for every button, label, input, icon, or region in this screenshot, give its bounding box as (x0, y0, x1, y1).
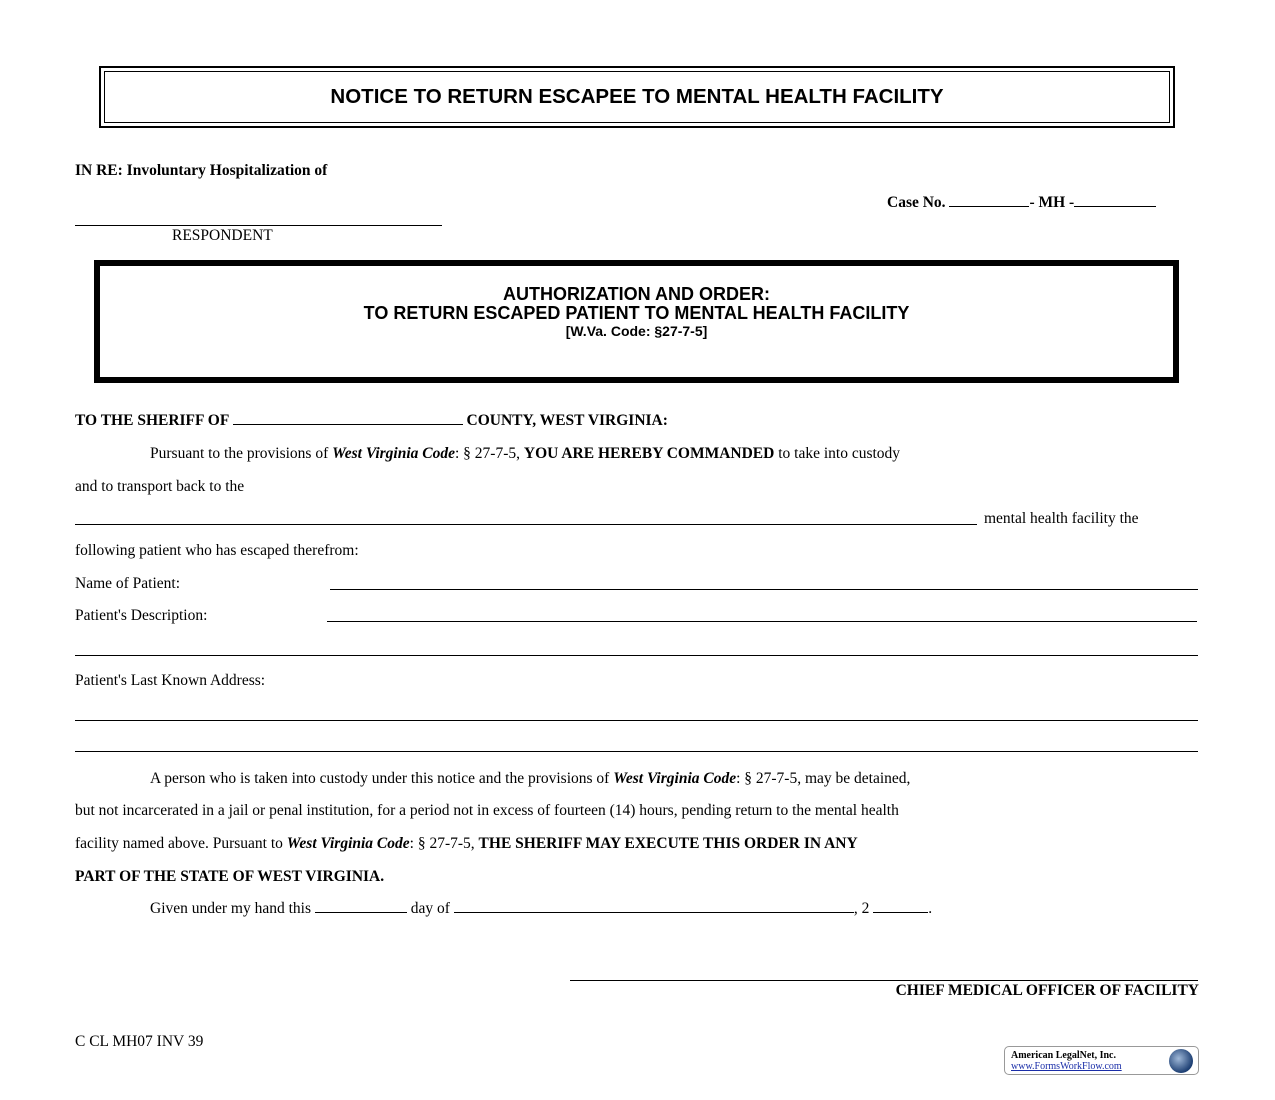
para1-line1: Pursuant to the provisions of West Virginia Code: § 27-7-5, YOU ARE HEREBY COMMANDED to take into custody (150, 445, 901, 462)
patient-description-line[interactable] (327, 621, 1197, 622)
form-code: C CL MH07 INV 39 (75, 1033, 204, 1050)
title-box (99, 66, 1175, 128)
respondent-name-line[interactable] (75, 225, 442, 226)
order-box (94, 260, 1179, 383)
patient-description-label: Patient's Description: (75, 607, 208, 624)
para1-line2: and to transport back to the (75, 478, 245, 495)
day-blank[interactable] (315, 911, 407, 913)
signature-line[interactable] (570, 980, 1198, 981)
patient-description-line-2[interactable] (75, 655, 1198, 656)
case-blank-2[interactable] (1074, 205, 1156, 207)
order-heading: AUTHORIZATION AND ORDER: (503, 284, 770, 304)
american-legalnet-logo[interactable]: American LegalNet, Inc. www.FormsWorkFlow.com (1004, 1046, 1199, 1075)
order-citation: [W.Va. Code: §27-7-5] (565, 323, 708, 339)
para2-line4: PART OF THE STATE OF WEST VIRGINIA. (75, 868, 385, 885)
county-blank[interactable] (233, 423, 463, 425)
para2-line1: A person who is taken into custody under this notice and the provisions of West Virginia Code: § 27-7-5, may be detained, (150, 770, 911, 787)
respondent-label: RESPONDENT (172, 227, 273, 244)
sheriff-line: TO THE SHERIFF OF COUNTY, WEST VIRGINIA: (75, 412, 668, 429)
para2-line2: but not incarcerated in a jail or penal institution, for a period not in excess of fourteen (14) hours, pending return to the mental health (75, 802, 899, 819)
year-blank[interactable] (873, 911, 928, 913)
patient-address-line-2[interactable] (75, 751, 1198, 752)
para2-line3: facility named above. Pursuant to West Virginia Code: § 27-7-5, THE SHERIFF MAY EXECUTE THIS ORDER IN ANY (75, 835, 858, 852)
order-subheading: TO RETURN ESCAPED PATIENT TO MENTAL HEALTH FACILITY (363, 303, 910, 323)
forms-workflow-link[interactable]: www.FormsWorkFlow.com (1011, 1061, 1122, 1072)
signature-label: CHIEF MEDICAL OFFICER OF FACILITY (895, 982, 1199, 999)
case-number: Case No. - MH - (887, 194, 1156, 212)
patient-name-label: Name of Patient: (75, 575, 181, 592)
facility-line[interactable] (75, 524, 977, 525)
patient-name-line[interactable] (330, 589, 1198, 590)
month-blank[interactable] (454, 911, 854, 913)
in-re-label: IN RE: Involuntary Hospitalization of (75, 162, 328, 179)
document-title: NOTICE TO RETURN ESCAPEE TO MENTAL HEALTH FACILITY (330, 85, 944, 108)
patient-address-line-1[interactable] (75, 720, 1198, 721)
given-line: Given under my hand this day of , 2 . (150, 900, 933, 917)
patient-address-label: Patient's Last Known Address: (75, 672, 266, 689)
para1-line3-suffix: mental health facility the (984, 510, 1139, 527)
case-blank-1[interactable] (949, 205, 1029, 207)
globe-icon (1169, 1049, 1193, 1073)
para1-line4: following patient who has escaped therefrom: (75, 542, 359, 559)
